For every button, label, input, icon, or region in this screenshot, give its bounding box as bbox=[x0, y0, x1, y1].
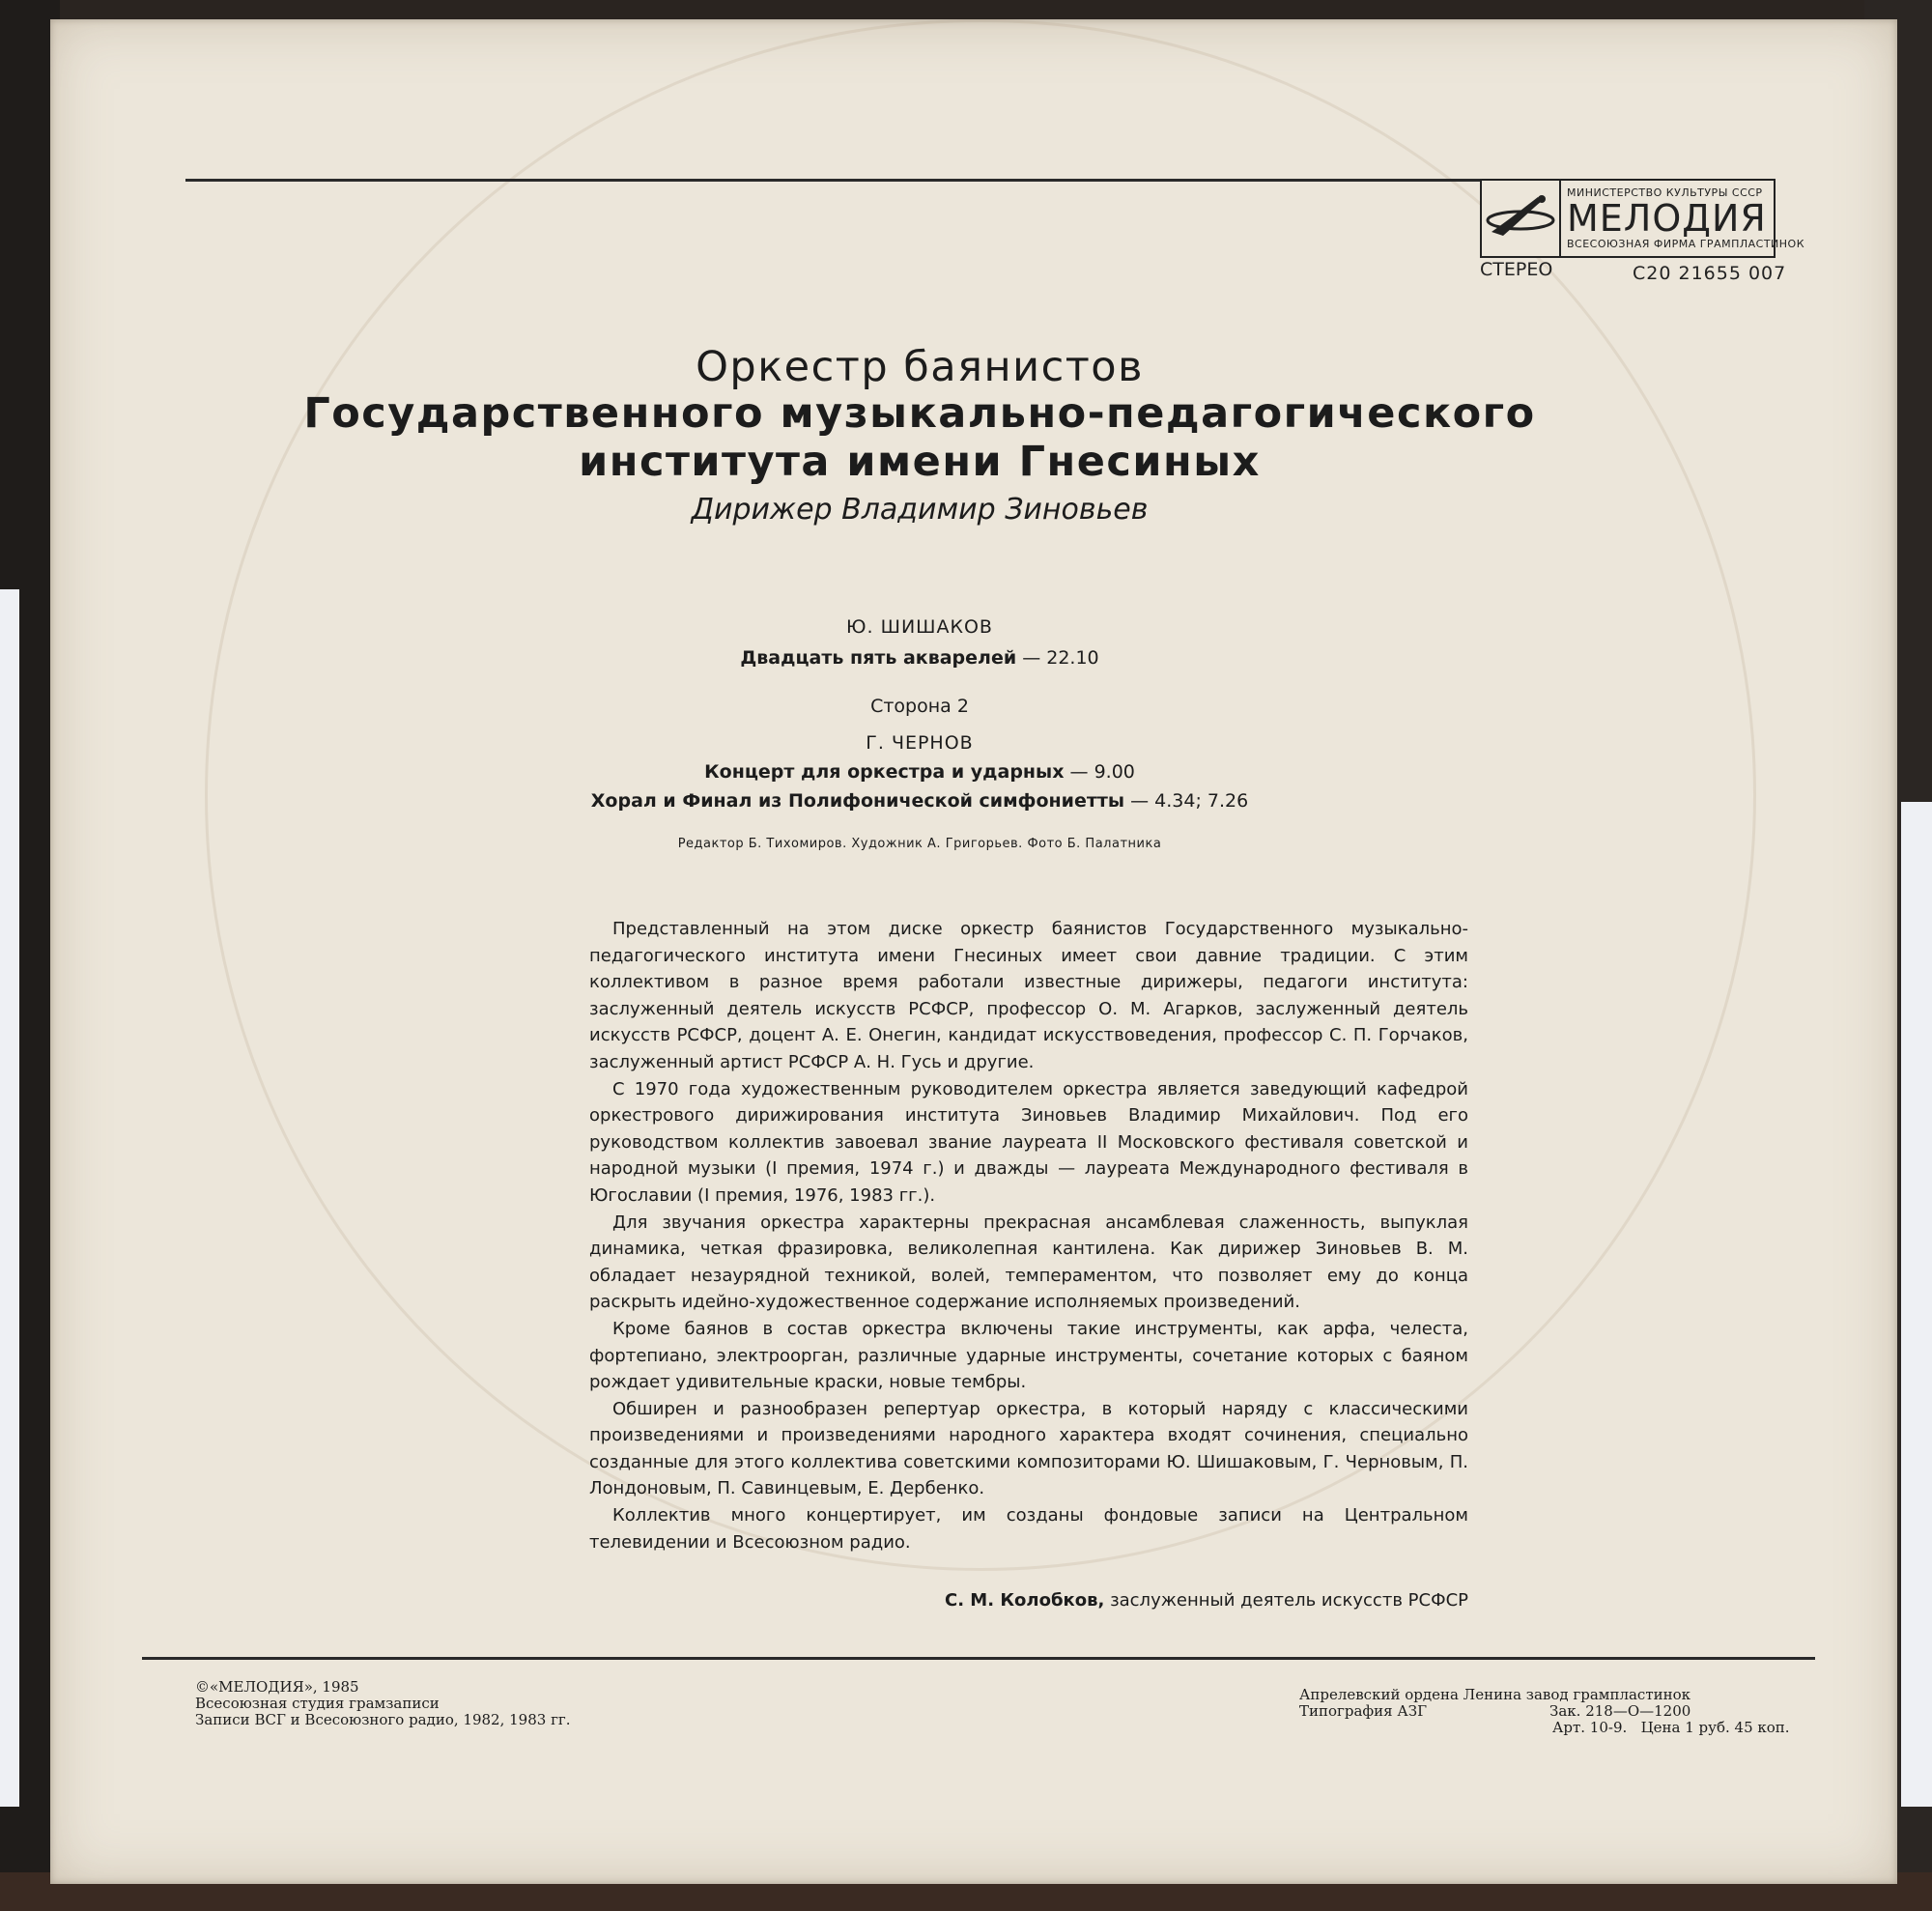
track-work-2 bbox=[243, 761, 1596, 783]
track-work-1 bbox=[243, 647, 1596, 669]
price: Арт. 10-9. Цена 1 руб. 45 коп. bbox=[1552, 1719, 1790, 1736]
title-line-2: Государственного музыкально-педагогического bbox=[303, 389, 1536, 438]
studio: Всесоюзная студия грамзаписи bbox=[195, 1695, 440, 1712]
work-1-duration: — 22.10 bbox=[1022, 647, 1099, 669]
background-monitor-left bbox=[0, 589, 19, 1807]
notes-paragraph: Для звучания оркестра характерны прекрасная ансамблевая слаженность, выпуклая динамика, четкая фразировка, великолепная кантилена. Как дирижер Зиновьев В. М. обладает незаурядной техникой, волей, темпераментом, что позволяет ему до конца раскрыть идейно-художественное содержание исполняемых произведений. bbox=[589, 1212, 1468, 1313]
composer-1: Ю. ШИШАКОВ bbox=[846, 616, 993, 638]
work-1-title: Двадцать пять акварелей bbox=[740, 647, 1017, 669]
work-3-duration: — 4.34; 7.26 bbox=[1130, 790, 1249, 812]
stereo-label: СТЕРЕО bbox=[1480, 259, 1553, 280]
bottom-rule bbox=[142, 1657, 1815, 1660]
catalog-number: С20 21655 007 bbox=[1633, 263, 1787, 284]
author-title: заслуженный деятель искусств РСФСР bbox=[1110, 1590, 1468, 1611]
logo-ministry: МИНИСТЕРСТВО КУЛЬТУРЫ СССР bbox=[1567, 186, 1763, 199]
author-name: С. М. Колобков, bbox=[944, 1590, 1105, 1611]
logo-brand: МЕЛОДИЯ bbox=[1567, 197, 1767, 240]
work-3-title: Хорал и Финал из Полифонической симфониетты bbox=[590, 790, 1125, 812]
track-work-3 bbox=[243, 790, 1596, 812]
title-line-3: института имени Гнесиных bbox=[579, 438, 1261, 486]
notes-paragraph: Коллектив много концертирует, им созданы фондовые записи на Центральном телевидении и Всесоюзном радио. bbox=[589, 1505, 1468, 1553]
printer: Типография АЗГ bbox=[1299, 1702, 1428, 1720]
conductor: Дирижер Владимир Зиновьев bbox=[691, 493, 1149, 527]
notes-paragraph: С 1970 года художественным руководителем оркестра является заведующий кафедрой оркестрового дирижирования института Зиновьев Владимир Михайлович. Под его руководством коллектив завоевал звание лауреата II Московского фестиваля советской и народной музыки (I премия, 1974 г.) и дважды — лауреата Международного фестиваля в Югославии (I премия, 1976, 1983 гг.). bbox=[589, 1078, 1468, 1206]
notes-paragraph: Обширен и разнообразен репертуар оркестра, в который наряду с классическими произведениями и произведениями народного характера входят сочинения, специально созданные для этого коллектива советскими композиторами Ю. Шишаковым, Г. Черновым, П. Лондоновым, П. Савинцевым, Е. Дербенко. bbox=[589, 1398, 1468, 1499]
notes-paragraph: Представленный на этом диске оркестр баянистов Государственного музыкально-педагогического института имени Гнесиных имеет свои давние традиции. С этим коллективом в разное время работали известные дирижеры, педагоги института: заслуженный деятель искусств РСФСР, профессор О. М. Агарков, заслуженный деятель искусств РСФСР, доцент А. Е. Онегин, кандидат искусствоведения, профессор С. П. Горчаков, заслуженный артист РСФСР А. Н. Гусь и другие. bbox=[589, 919, 1468, 1072]
notes-paragraph: Кроме баянов в состав оркестра включены такие инструменты, как арфа, челеста, фортепиано, электроорган, различные ударные инструменты, сочетание которых с баяном рождает удивительные краски, новые тембры. bbox=[589, 1318, 1468, 1393]
copyright: ©«МЕЛОДИЯ», 1985 bbox=[195, 1678, 359, 1696]
composer-2: Г. ЧЕРНОВ bbox=[866, 732, 974, 754]
logo-firm: ВСЕСОЮЗНАЯ ФИРМА ГРАМПЛАСТИНОК bbox=[1567, 238, 1805, 250]
plant: Апрелевский ордена Ленина завод грампластинок bbox=[1299, 1686, 1691, 1703]
footer-left bbox=[195, 1679, 571, 1728]
credits: Редактор Б. Тихомиров. Художник А. Григорьев. Фото Б. Палатника bbox=[677, 837, 1162, 851]
melodiya-logo bbox=[1480, 179, 1805, 258]
record-sleeve-back bbox=[50, 19, 1897, 1884]
liner-notes bbox=[589, 916, 1468, 1555]
side-2-label: Сторона 2 bbox=[870, 696, 969, 717]
recording-info: Записи ВСГ и Всесоюзного радио, 1982, 1983 гг. bbox=[195, 1711, 571, 1728]
title-line-1: Оркестр баянистов bbox=[696, 343, 1144, 391]
background-monitor-right bbox=[1901, 802, 1932, 1807]
top-rule bbox=[185, 179, 1485, 182]
notes-signature bbox=[589, 1590, 1468, 1611]
work-2-duration: — 9.00 bbox=[1069, 761, 1135, 783]
melodiya-emblem-icon bbox=[1482, 181, 1561, 256]
work-2-title: Концерт для оркестра и ударных bbox=[704, 761, 1065, 783]
order-number: Зак. 218—О—1200 bbox=[1549, 1702, 1691, 1720]
